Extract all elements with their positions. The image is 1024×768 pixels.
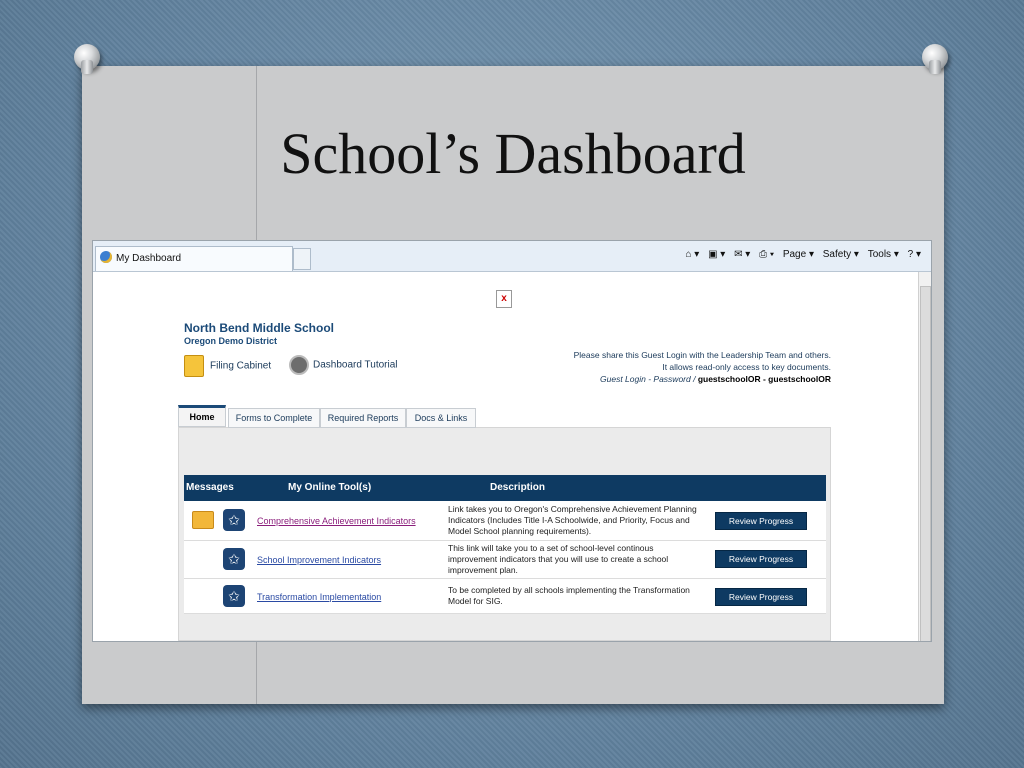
- tab-forms-to-complete[interactable]: Forms to Complete: [228, 408, 320, 428]
- scrollbar-thumb[interactable]: [920, 286, 931, 642]
- new-tab-button[interactable]: [293, 248, 311, 270]
- guest-line-3: [531, 373, 831, 385]
- print-icon[interactable]: ⎙ ▾: [759, 249, 775, 260]
- tab-required-reports[interactable]: Required Reports: [320, 408, 406, 428]
- envelope-icon[interactable]: [192, 511, 214, 529]
- tool-star-icon: ✩: [223, 509, 245, 531]
- tool-star-icon: ✩: [223, 548, 245, 570]
- tool-description: Link takes you to Oregon's Comprehensive Achievement Planning Indicators (Includes Title I-A Schoolwide, and Priority, Focus and Model School planning requirements).: [448, 504, 697, 536]
- guest-login-info: [531, 349, 831, 385]
- header-messages: Messages: [186, 482, 234, 493]
- browser-screenshot: [92, 240, 932, 642]
- tool-link[interactable]: Comprehensive Achievement Indicators: [257, 516, 416, 526]
- film-reel-icon: [289, 355, 309, 375]
- header-tools: My Online Tool(s): [288, 482, 372, 493]
- guest-credentials: guestschoolOR - guestschoolOR: [697, 374, 831, 384]
- browser-tab-title: My Dashboard: [116, 253, 182, 264]
- table-row: [184, 501, 826, 541]
- close-icon[interactable]: x: [496, 290, 512, 308]
- ie-icon: [100, 251, 112, 263]
- browser-tabbar: [93, 241, 931, 272]
- tool-link[interactable]: School Improvement Indicators: [257, 555, 382, 565]
- pushpin-icon: [922, 44, 948, 70]
- folder-icon: [184, 355, 204, 377]
- filing-cabinet-label: Filing Cabinet: [210, 360, 272, 372]
- browser-tab[interactable]: [95, 246, 293, 271]
- guest-login-label: Guest Login - Password /: [600, 374, 698, 384]
- review-progress-button[interactable]: Review Progress: [715, 550, 807, 568]
- tool-description: This link will take you to a set of school-level continous improvement indicators that you will use to create a school improvement plan.: [448, 543, 669, 575]
- dashboard-tutorial-link[interactable]: [289, 355, 398, 375]
- browser-toolbar: [679, 249, 921, 260]
- tool-star-icon: ✩: [223, 585, 245, 607]
- guest-line-1: Please share this Guest Login with the Leadership Team and others.: [573, 350, 831, 360]
- vertical-scrollbar[interactable]: [918, 272, 931, 641]
- school-name: North Bend Middle School: [184, 321, 334, 335]
- table-header: [184, 475, 826, 501]
- header-description: Description: [490, 482, 546, 493]
- filing-cabinet-link[interactable]: [184, 355, 271, 377]
- district-name: Oregon Demo District: [184, 336, 278, 346]
- pushpin-icon: [74, 44, 100, 70]
- tab-home[interactable]: Home: [178, 405, 226, 427]
- tool-link[interactable]: Transformation Implementation: [257, 592, 382, 602]
- feeds-icon[interactable]: ▣ ▾: [708, 249, 726, 260]
- dashboard-tutorial-label: Dashboard Tutorial: [313, 359, 398, 371]
- mail-icon[interactable]: ✉ ▾: [734, 249, 751, 260]
- home-icon[interactable]: ⌂ ▾: [685, 249, 700, 260]
- safety-menu[interactable]: Safety ▾: [822, 249, 859, 260]
- tool-description: To be completed by all schools implementing the Transformation Model for SIG.: [448, 585, 690, 606]
- guest-line-2: It allows read-only access to key documents.: [662, 362, 831, 372]
- tools-menu[interactable]: Tools ▾: [867, 249, 899, 260]
- table-row: [184, 579, 826, 614]
- page-menu[interactable]: Page ▾: [782, 249, 814, 260]
- review-progress-button[interactable]: Review Progress: [715, 512, 807, 530]
- slide-title: School’s Dashboard: [280, 121, 746, 186]
- help-menu[interactable]: ? ▾: [907, 249, 921, 260]
- table-row: [184, 541, 826, 579]
- review-progress-button[interactable]: Review Progress: [715, 588, 807, 606]
- tab-docs-links[interactable]: Docs & Links: [406, 408, 476, 428]
